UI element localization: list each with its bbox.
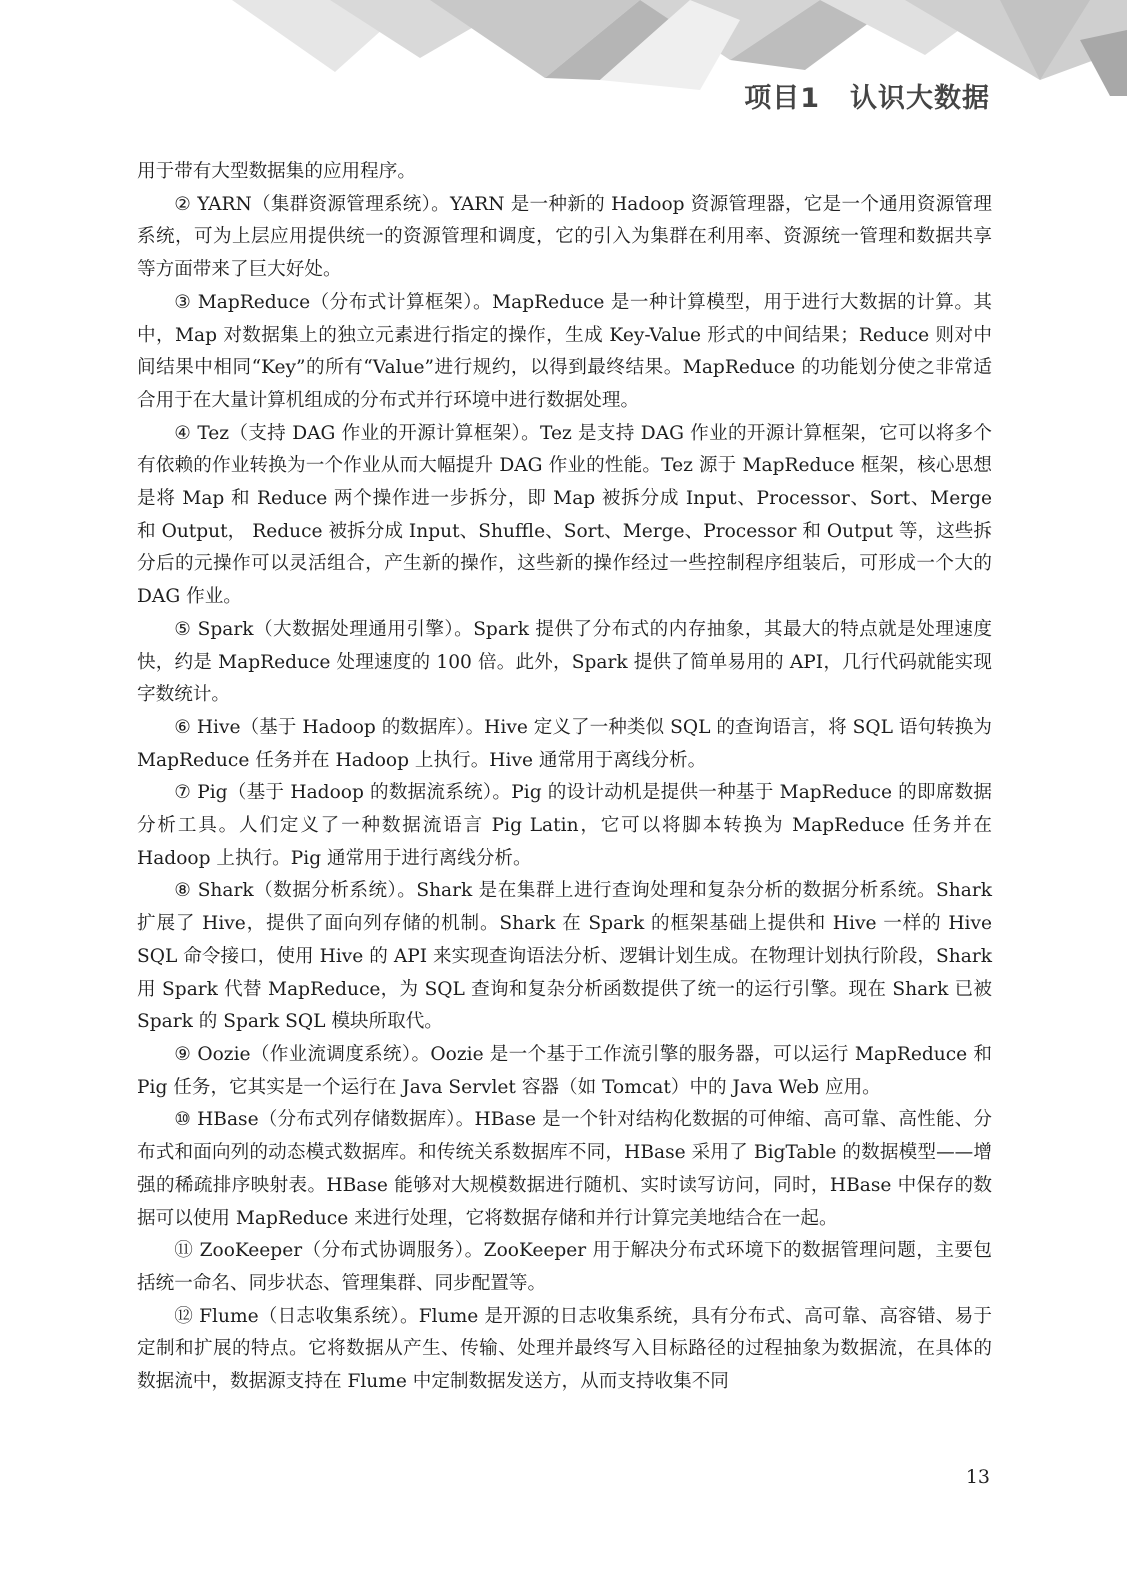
paragraph-hive: ⑥ Hive（基于 Hadoop 的数据库）。Hive 定义了一种类似 SQL 的查询语言，将 SQL 语句转换为 MapReduce 任务并在 Hadoop 上执行。Hive 通常用于离线分析。 (137, 716, 992, 771)
body-text (137, 156, 992, 1399)
paragraph-pig: ⑦ Pig（基于 Hadoop 的数据流系统）。Pig 的设计动机是提供一种基于 MapReduce 的即席数据分析工具。人们定义了一种数据流语言 Pig Latin，它可以将脚本转换为 MapReduce 任务并在 Hadoop 上执行。Pig 通常用于进行离线分析。 (137, 782, 992, 869)
paragraph-tez: ④ Tez（支持 DAG 作业的开源计算框架）。Tez 是支持 DAG 作业的开源计算框架，它可以将多个有依赖的作业转换为一个作业从而大幅提升 DAG 作业的性能。Tez 源于 MapReduce 框架，核心思想是将 Map 和 Reduce 两个操作进一步拆分，即 Map 被拆分成 Input、Processor、Sort、Merge 和 Output， Reduce 被拆分成 Input、Shuffle、Sort、Merge、Processor 和 Output 等，这些拆分后的元操作可以灵活组合，产生新的操作，这些新的操作经过一些控制程序组装后，可形成一个大的 DAG 作业。 (137, 422, 992, 608)
header-decoration (0, 0, 1127, 140)
page-number: 13 (965, 1466, 990, 1488)
paragraph-hbase: ⑩ HBase（分布式列存储数据库）。HBase 是一个针对结构化数据的可伸缩、高可靠、高性能、分布式和面向列的动态模式数据库。和传统关系数据库不同，HBase 采用了 BigTable 的数据模型——增强的稀疏排序映射表。HBase 能够对大规模数据进行随机、实时读写访问，同时，HBase 中保存的数据可以使用 MapReduce 来进行处理，它将数据存储和并行计算完美地结合在一起。 (137, 1109, 992, 1229)
paragraph-shark: ⑧ Shark（数据分析系统）。Shark 是在集群上进行查询处理和复杂分析的数据分析系统。Shark 扩展了 Hive，提供了面向列存储的机制。Shark 在 Spark 的框架基础上提供和 Hive 一样的 Hive SQL 命令接口，使用 Hive 的 API 来实现查询语法分析、逻辑计划生成。在物理计划执行阶段，Shark 用 Spark 代替 MapReduce，为 SQL 查询和复杂分析函数提供了统一的运行引擎。现在 Shark 已被 Spark 的 Spark SQL 模块所取代。 (137, 880, 992, 1033)
project-label: 项目1 (744, 83, 820, 114)
paragraph-yarn: ② YARN（集群资源管理系统）。YARN 是一种新的 Hadoop 资源管理器，它是一个通用资源管理系统，可为上层应用提供统一的资源管理和调度，它的引入为集群在利用率、资源统一管理和数据共享等方面带来了巨大好处。 (137, 193, 992, 281)
paragraph-flume: ⑫ Flume（日志收集系统）。Flume 是开源的日志收集系统，具有分布式、高可靠、高容错、易于定制和扩展的特点。它将数据从产生、传输、处理并最终写入目标路径的过程抽象为数据流，在具体的数据流中，数据源支持在 Flume 中定制数据发送方，从而支持收集不同 (137, 1305, 992, 1393)
paragraph-zookeeper: ⑪ ZooKeeper（分布式协调服务）。ZooKeeper 用于解决分布式环境下的数据管理问题，主要包括统一命名、同步状态、管理集群、同步配置等。 (137, 1240, 992, 1294)
chapter-title (744, 76, 990, 115)
paragraph-spark: ⑤ Spark（大数据处理通用引擎）。Spark 提供了分布式的内存抽象，其最大的特点就是处理速度快，约是 MapReduce 处理速度的 100 倍。此外，Spark 提供了简单易用的 API，几行代码就能实现字数统计。 (137, 618, 992, 706)
paragraph-mapreduce: ③ MapReduce（分布式计算框架）。MapReduce 是一种计算模型，用于进行大数据的计算。其中，Map 对数据集上的独立元素进行指定的操作，生成 Key-Value 形式的中间结果；Reduce 则对中间结果中相同“Key”的所有“Value”进行规约，以得到最终结果。MapReduce 的功能划分使之非常适合用于在大量计算机组成的分布式并行环境中进行数据处理。 (137, 291, 993, 411)
paragraph: 用于带有大型数据集的应用程序。 (137, 161, 416, 182)
paragraph-oozie: ⑨ Oozie（作业流调度系统）。Oozie 是一个基于工作流引擎的服务器，可以运行 MapReduce 和 Pig 任务，它其实是一个运行在 Java Servlet 容器（如 Tomcat）中的 Java Web 应用。 (137, 1043, 992, 1098)
chapter-name: 认识大数据 (850, 83, 990, 114)
